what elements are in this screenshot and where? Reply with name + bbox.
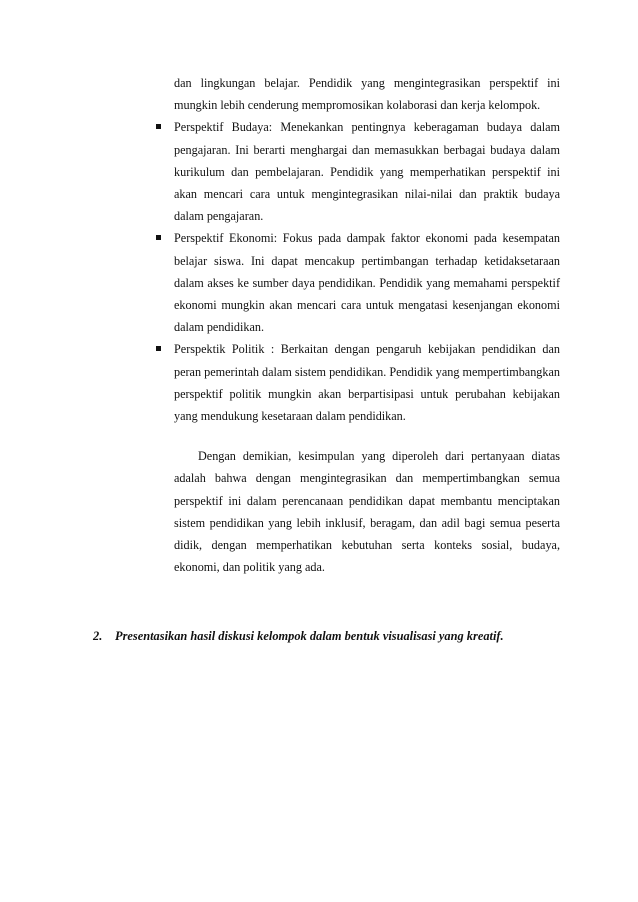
bullet-text: Perspektif Budaya: Menekankan pentingnya keberagaman budaya dalam pengajaran. Ini berarti menghargai dan memasukkan berbagai budaya dalam kurikulum dan pembelajaran. Pendidik yang memperhatikan perspektif ini akan mencari cara untuk mengintegrasikan nilai-nilai dan praktik budaya dalam pengajaran.	[174, 120, 560, 224]
body-content	[174, 72, 560, 578]
bullet-item-ekonomi	[174, 227, 560, 338]
bullet-text: Perspektif Ekonomi: Fokus pada dampak faktor ekonomi pada kesempatan belajar siswa. Ini dapat mencakup pertimbangan terhadap ketidaksetaraan dalam akses ke sumber daya pendidikan. Pendidik yang memahami perspektif ekonomi mungkin akan mencari cara untuk mengatasi kesenjangan ekonomi dalam pendidikan.	[174, 231, 560, 335]
bullet-item-budaya	[174, 116, 560, 227]
bullet-text: Perspektik Politik : Berkaitan dengan pengaruh kebijakan pendidikan dan peran pemerintah dalam sistem pendidikan. Pendidik yang mempertimbangkan perspektif politik mungkin akan berpartisipasi untuk perubahan kebijakan yang mendukung kesetaraan dalam pendidikan.	[174, 342, 560, 424]
square-bullet-icon	[156, 235, 161, 240]
square-bullet-icon	[156, 346, 161, 351]
continuation-paragraph: dan lingkungan belajar. Pendidik yang mengintegrasikan perspektif ini mungkin lebih cenderung mempromosikan kolaborasi dan kerja kelompok.	[174, 76, 560, 113]
question-number: 2.	[93, 629, 103, 643]
question-text: Presentasikan hasil diskusi kelompok dalam bentuk visualisasi yang kreatif.	[115, 629, 504, 643]
conclusion-paragraph: Dengan demikian, kesimpulan yang diperoleh dari pertanyaan diatas adalah bahwa dengan mengintegrasikan dan mempertimbangkan semua perspektif ini dalam perencanaan pendidikan dapat membantu menciptakan sistem pendidikan yang lebih inklusif, beragam, dan adil bagi semua peserta didik, dengan memperhatikan kebutuhan serta konteks sosial, budaya, ekonomi, dan politik yang ada.	[174, 449, 560, 575]
square-bullet-icon	[156, 124, 161, 129]
bullet-item-politik	[174, 338, 560, 427]
question-heading	[93, 625, 613, 647]
